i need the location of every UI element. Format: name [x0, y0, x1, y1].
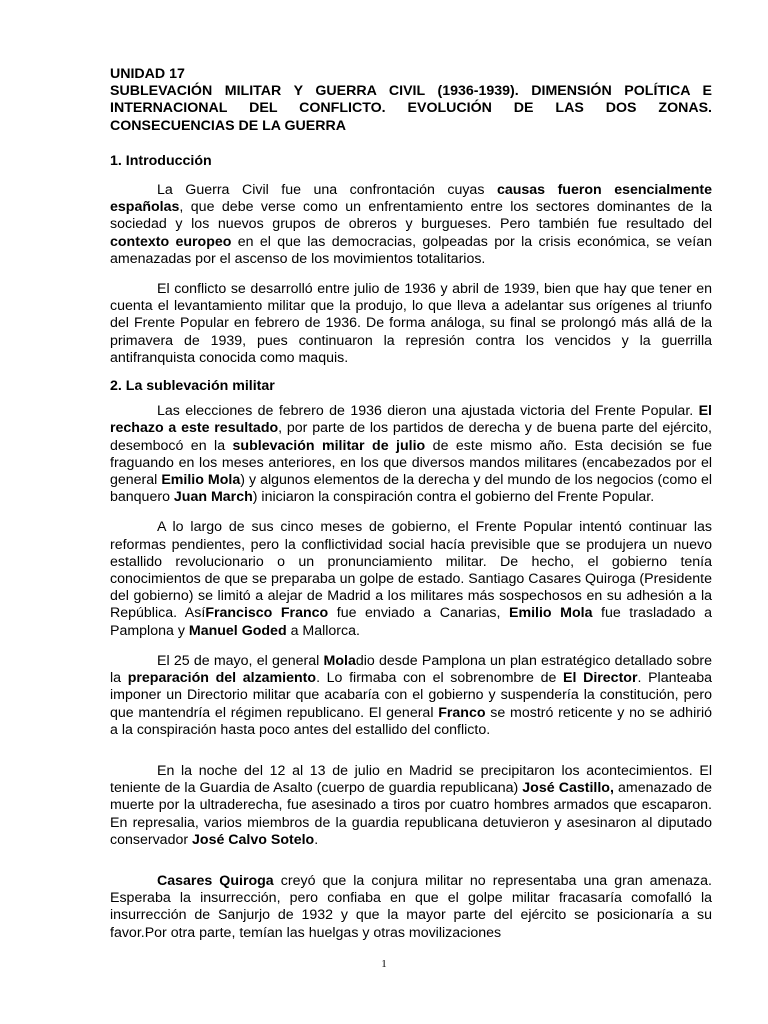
text-run: creyó que la conjura militar no representaba una gran amenaza. Esperaba la insurrección, pero confiaba en que el golpe militar fracasaría comofalló la insurrección de Sanjurjo de 1932 y que la mayor parte del ejército se posicionaría a su favor.Por otra parte, temían las huelgas y otras movilizaciones — [110, 872, 712, 941]
bold-text: Franco — [438, 704, 486, 721]
bold-text: José Calvo Sotelo — [192, 831, 315, 848]
bold-text: El rechazo a este resultado — [110, 403, 712, 437]
bold-text: Juan March — [173, 489, 253, 506]
bold-text: causas fueron esencialmente españolas — [110, 182, 712, 216]
section-sublevacion — [110, 378, 712, 942]
page-number: 1 — [381, 958, 387, 970]
text-run: se mostró reticente y no se adhirió a la conspiración hasta poco antes del estallido del conflicto. — [110, 704, 712, 738]
section-heading: 2. La sublevación militar — [110, 378, 275, 395]
bold-text: Manuel Goded — [188, 622, 287, 639]
text-run: en el que las democracias, golpeadas por la crisis económica, se veían amenazadas por el ascenso de los movimientos totalitarios. — [110, 233, 712, 267]
paragraph — [110, 653, 712, 739]
text-run: El conflicto se desarrolló entre julio de 1936 y abril de 1939, bien que hay que tener en cuenta el levantamiento militar que la produjo, lo que lleva a adelantar sus orígenes al triunfo del Frente Popular en febrero de 1936. De forma análoga, su final se prolongó más allá de la primavera de 1939, pues continuaron la represión contra los vencidos y la guerrilla antifranquista conocida como maquis. — [110, 281, 712, 366]
text-run: a Mallorca. — [286, 622, 360, 639]
bold-text: El Director — [563, 670, 638, 687]
text-run: amenazado de muerte por la ultraderecha, fue asesinado a tiros por cuatro hombres armados que escaparon. En represalia, varios miembros de la guardia republicana detuvieron y asesinaron al diputado conservador — [110, 780, 712, 848]
text-run: ) iniciaron la conspiración contra el gobierno del Frente Popular. — [252, 489, 655, 506]
paragraph — [110, 763, 712, 849]
text-run: A lo largo de sus cinco meses de gobierno, el Frente Popular intentó continuar las reformas pendientes, pero la conflictividad social hacía previsible que se produjera un nuevo estallido revolucionario o un pronunciamiento militar. De hecho, el gobierno tenía conocimientos de que se preparaba un golpe de estado. Santiago Casares Quiroga (Presidente del gobierno) se limitó a alejar de Madrid a los militares más sospechosos en su adhesión a la República. Así — [110, 519, 712, 622]
bold-text: sublevación militar de julio — [232, 437, 426, 454]
paragraph — [110, 873, 712, 942]
bold-text: preparación del alzamiento — [127, 670, 317, 687]
bold-text: contexto europeo — [110, 233, 232, 250]
text-run: . Planteaba imponer un Directorio militar que acabaría con el gobierno y suspendería la constitución, pero que mantendría el régimen republicano. El general — [110, 670, 712, 721]
text-run: fue trasladado a Pamplona y — [110, 605, 712, 639]
bold-text: Emilio Mola — [509, 605, 593, 622]
paragraph — [110, 403, 712, 506]
bold-text: Francisco Franco — [205, 605, 329, 622]
bold-text: Casares Quiroga — [157, 872, 274, 889]
text-run: . — [314, 831, 319, 848]
unit-label: UNIDAD 17 — [110, 66, 185, 82]
text-run: La Guerra Civil fue una confrontación cuyas — [157, 182, 497, 199]
bold-text: Emilio Mola — [161, 472, 241, 489]
text-run: de este mismo año. Esta decisión se fue fraguando en los meses anteriores, en los que diversos mandos militares (encabezados por el general — [110, 437, 713, 489]
document-title: SUBLEVACIÓN MILITAR Y GUERRA CIVIL (1936-1939). DIMENSIÓN POLÍTICA E INTERNACIONAL DEL CONFLICTO. EVOLUCIÓN DE LAS DOS ZONAS. CONSECUENCIAS DE LA GUERRA — [110, 83, 712, 134]
bold-text: Mola — [323, 652, 356, 669]
text-run: . Lo firmaba con el sobrenombre de — [316, 670, 564, 687]
document-body — [110, 66, 712, 942]
text-run: fue enviado a Canarias, — [328, 605, 510, 622]
text-run: dio desde Pamplona un plan estratégico detallado sobre la — [110, 652, 712, 687]
text-run: En la noche del 12 al 13 de julio en Madrid se precipitaron los acontecimientos. El teniente de la Guardia de Asalto (cuerpo de guardia republicana) — [110, 762, 712, 797]
text-run: Las elecciones de febrero de 1936 dieron una ajustada victoria del Frente Popular. — [157, 403, 699, 420]
text-run: El 25 de mayo, el general — [157, 652, 324, 669]
section-heading: 1. Introducción — [110, 152, 212, 169]
text-run: ) y algunos elementos de la derecha y del mundo de los negocios (como el banquero — [110, 472, 713, 506]
text-run: , por parte de los partidos de derecha y de buena parte del ejército, desembocó en la — [110, 420, 712, 454]
paragraph — [110, 281, 712, 367]
bold-text: José Castillo, — [522, 780, 614, 797]
text-run: , que debe verse como un enfrentamiento entre los sectores dominantes de la sociedad y los nuevos grupos de obreros y burgueses. Pero también fue resultado del — [110, 199, 712, 233]
section-introduccion — [110, 153, 712, 367]
paragraph — [110, 519, 712, 639]
paragraph — [110, 182, 712, 268]
